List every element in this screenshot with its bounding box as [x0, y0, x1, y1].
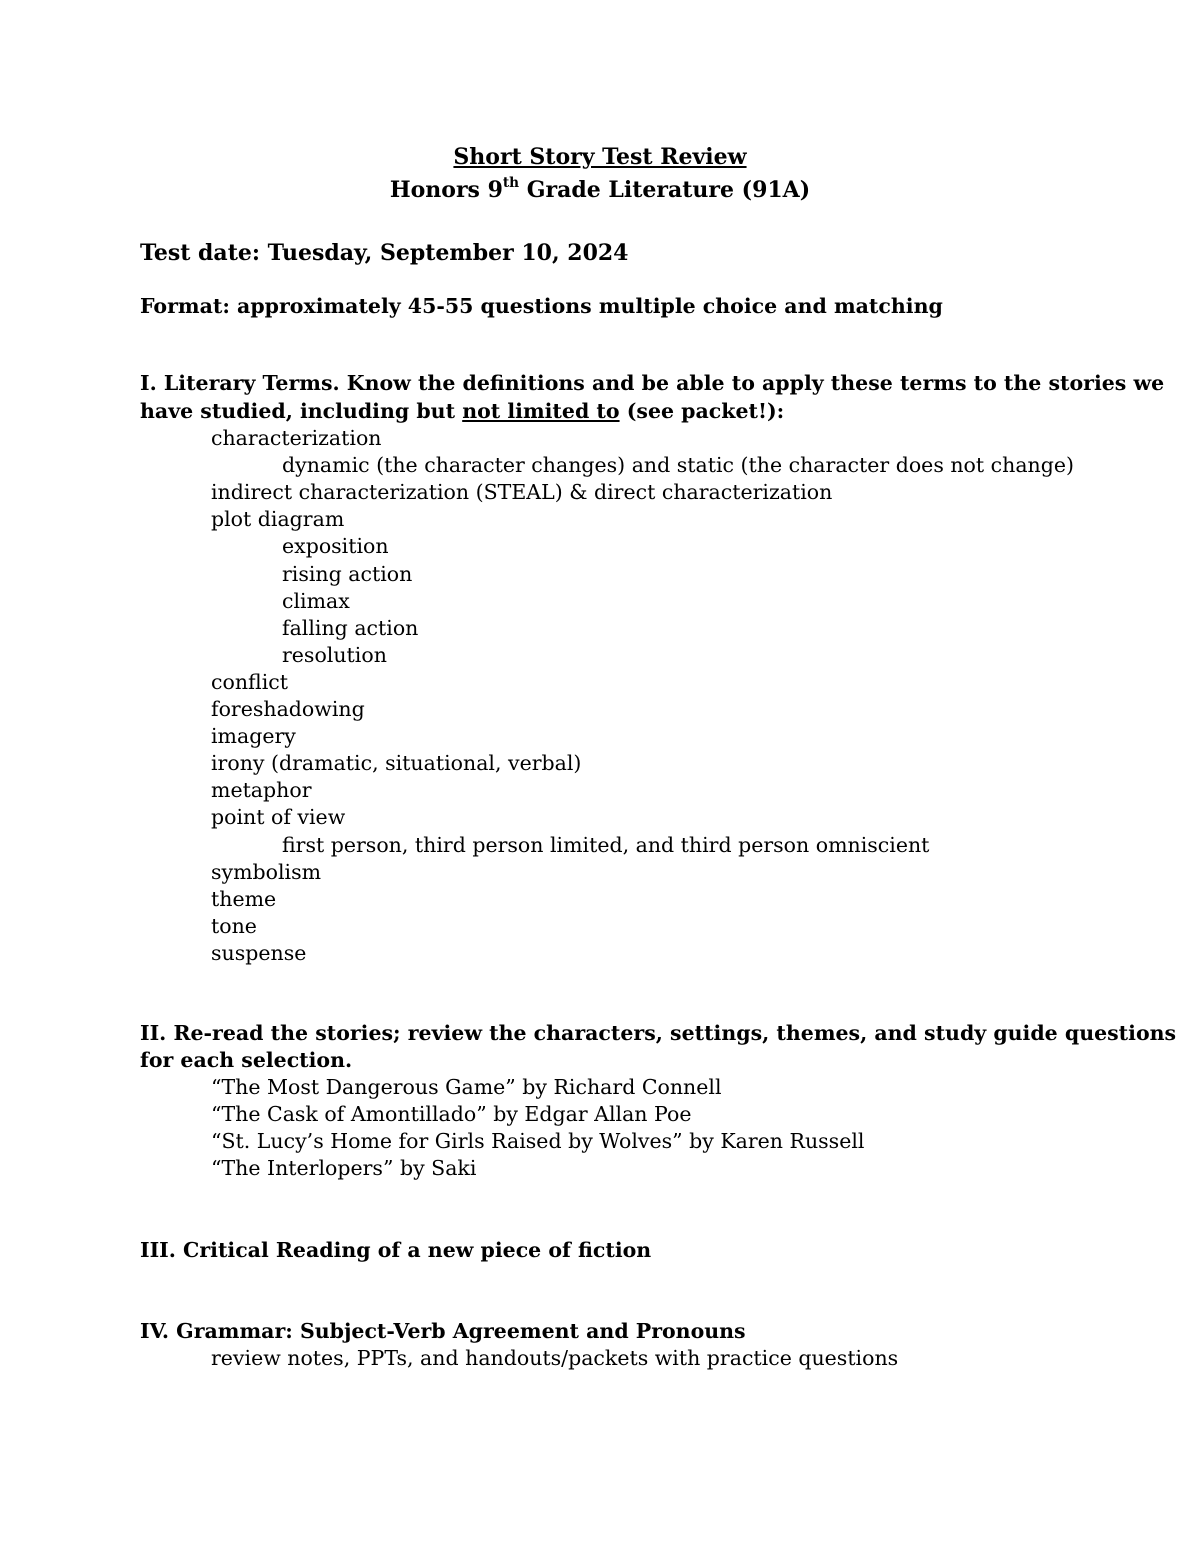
section-2-heading-cont: for each selection. [140, 1048, 353, 1072]
document-subtitle: Honors 9th Grade Literature (91A) [389, 175, 811, 203]
section-1-heading-cont: have studied, including but not limited to (see packet!): [140, 399, 785, 423]
document-title: Short Story Test Review [453, 144, 747, 170]
literary-term: indirect characterization (STEAL) & direct characterization [211, 480, 833, 504]
story-item: “The Most Dangerous Game” by Richard Connell [211, 1075, 722, 1099]
literary-term: exposition [282, 534, 389, 558]
literary-term: first person, third person limited, and third person omniscient [282, 833, 930, 857]
literary-term: dynamic (the character changes) and static (the character does not change) [282, 453, 1075, 477]
story-item: “St. Lucy’s Home for Girls Raised by Wolves” by Karen Russell [211, 1129, 865, 1153]
test-date: Test date: Tuesday, September 10, 2024 [140, 240, 629, 266]
story-item: “The Cask of Amontillado” by Edgar Allan Poe [211, 1102, 692, 1126]
literary-term: falling action [282, 616, 419, 640]
section-1-heading: I. Literary Terms. Know the definitions and be able to apply these terms to the stories we [140, 371, 1165, 395]
section-4-heading: IV. Grammar: Subject-Verb Agreement and Pronouns [140, 1319, 746, 1343]
literary-term: characterization [211, 426, 382, 450]
test-format: Format: approximately 45-55 questions multiple choice and matching [140, 294, 943, 318]
literary-term: plot diagram [211, 507, 345, 531]
literary-term: metaphor [211, 778, 312, 802]
literary-term: imagery [211, 724, 296, 748]
literary-term: rising action [282, 562, 413, 586]
literary-term: irony (dramatic, situational, verbal) [211, 751, 582, 775]
literary-term: theme [211, 887, 277, 911]
section-4-note: review notes, PPTs, and handouts/packets with practice questions [211, 1346, 899, 1370]
literary-term: tone [211, 914, 257, 938]
literary-term: suspense [211, 941, 307, 965]
literary-term: point of view [211, 805, 346, 829]
literary-term: conflict [211, 670, 288, 694]
section-3-heading: III. Critical Reading of a new piece of fiction [140, 1238, 652, 1262]
section-2-heading: II. Re-read the stories; review the characters, settings, themes, and study guide questions [140, 1021, 1177, 1045]
literary-term: climax [282, 589, 350, 613]
literary-term: foreshadowing [211, 697, 365, 721]
literary-term: symbolism [211, 860, 322, 884]
not-limited-to-emphasis: not limited to [462, 399, 620, 423]
story-item: “The Interlopers” by Saki [211, 1156, 477, 1180]
literary-term: resolution [282, 643, 387, 667]
